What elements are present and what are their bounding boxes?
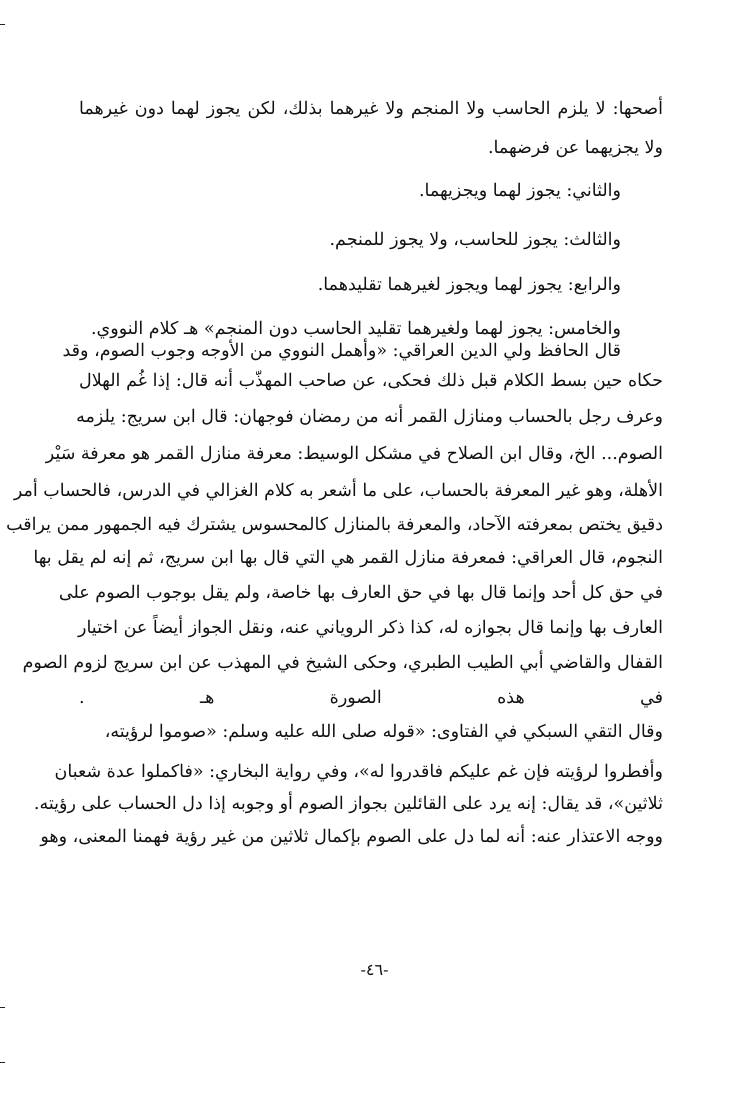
text-line-12: دقيق يختص بمعرفته الآحاد، والمعرفة بالمنازل كالمحسوس يشترك فيه الجمهور ممن يراقب xyxy=(6,515,663,535)
text-line-23 xyxy=(79,884,663,914)
text-line-18: وقال التقي السبكي في الفتاوى: «قوله صلى الله عليه وسلم: «صوموا لرؤيته، xyxy=(104,722,663,742)
text-line-5: والرابع: يجوز لهما ويجوز لغيرهما تقليدهما. xyxy=(317,275,621,295)
text-line-2: ولا يجزيهما عن فرضهما. xyxy=(487,138,663,158)
text-line-21: ووجه الاعتذار عنه: أنه لما دل على الصوم بإكمال ثلاثين من غير رؤية فهمنا المعنى، وهو xyxy=(40,827,663,847)
text-line-1: أصحها: لا يلزم الحاسب ولا المنجم ولا غيرهما بذلك، لكن يجوز لهما دون غيرهما xyxy=(79,99,663,119)
text-line-4: والثالث: يجوز للحاسب، ولا يجوز للمنجم. xyxy=(329,230,621,250)
text-line-15: العارف بها وإنما قال بجوازه له، كذا ذكر الروياني عنه، ونقل الجواز أيضاً عن اختيار xyxy=(78,618,663,638)
text-line-9: وعرف رجل بالحساب ومنازل القمر أنه من رمضان فوجهان: قال ابن سريج: يلزمه xyxy=(76,407,663,427)
page-number: -٤٦- xyxy=(360,960,389,979)
text-line-13: النجوم، قال العراقي: فمعرفة منازل القمر هي التي قال بها ابن سريج، ثم إنه لم يقل بها xyxy=(33,548,663,568)
text-line-16: القفال والقاضي أبي الطيب الطبري، وحكى الشيخ في المهذب عن ابن سريج لزوم الصوم xyxy=(22,653,663,673)
text-line-22 xyxy=(79,855,663,885)
text-line-6: والخامس: يجوز لهما ولغيرهما تقليد الحاسب دون المنجم» هـ كلام النووي. xyxy=(90,319,621,339)
text-line-10: الصوم... الخ، وقال ابن الصلاح في مشكل الوسيط: معرفة منازل القمر هو معرفة سَيْر xyxy=(45,444,663,464)
text-line-11: الأهلة، وهو غير المعرفة بالحساب، على ما أشعر به كلام الغزالي في الدرس، فالحساب أمر xyxy=(13,481,663,501)
text-line-3: والثاني: يجوز لهما ويجزيهما. xyxy=(418,181,621,201)
text-line-8: حكاه حين بسط الكلام قبل ذلك فحكى، عن صاحب المهذّب أنه قال: إذا غُم الهلال xyxy=(79,371,663,391)
text-line-7: قال الحافظ ولي الدين العراقي: «وأهمل النووي من الأوجه وجوب الصوم، وقد xyxy=(62,341,621,361)
text-line-20: ثلاثين»، قد يقال: إنه يرد على القائلين بجواز الصوم أو وجوبه إذا دل الحساب على رؤيته. xyxy=(33,794,663,814)
text-line-19: وأفطروا لرؤيته فإن غم عليكم فاقدروا له»، وفي رواية البخاري: «فاكملوا عدة شعبان xyxy=(54,762,663,782)
scan-margin-mark xyxy=(0,1007,5,1008)
scan-margin-mark xyxy=(0,24,5,25)
text-line-14: في حق كل أحد وإنما قال بها في حق العارف بها خاصة، ولم يقل بوجوب الصوم على xyxy=(58,583,663,603)
text-line-17: في هذه الصورة هـ . xyxy=(79,688,663,708)
scan-margin-mark xyxy=(0,1062,5,1063)
